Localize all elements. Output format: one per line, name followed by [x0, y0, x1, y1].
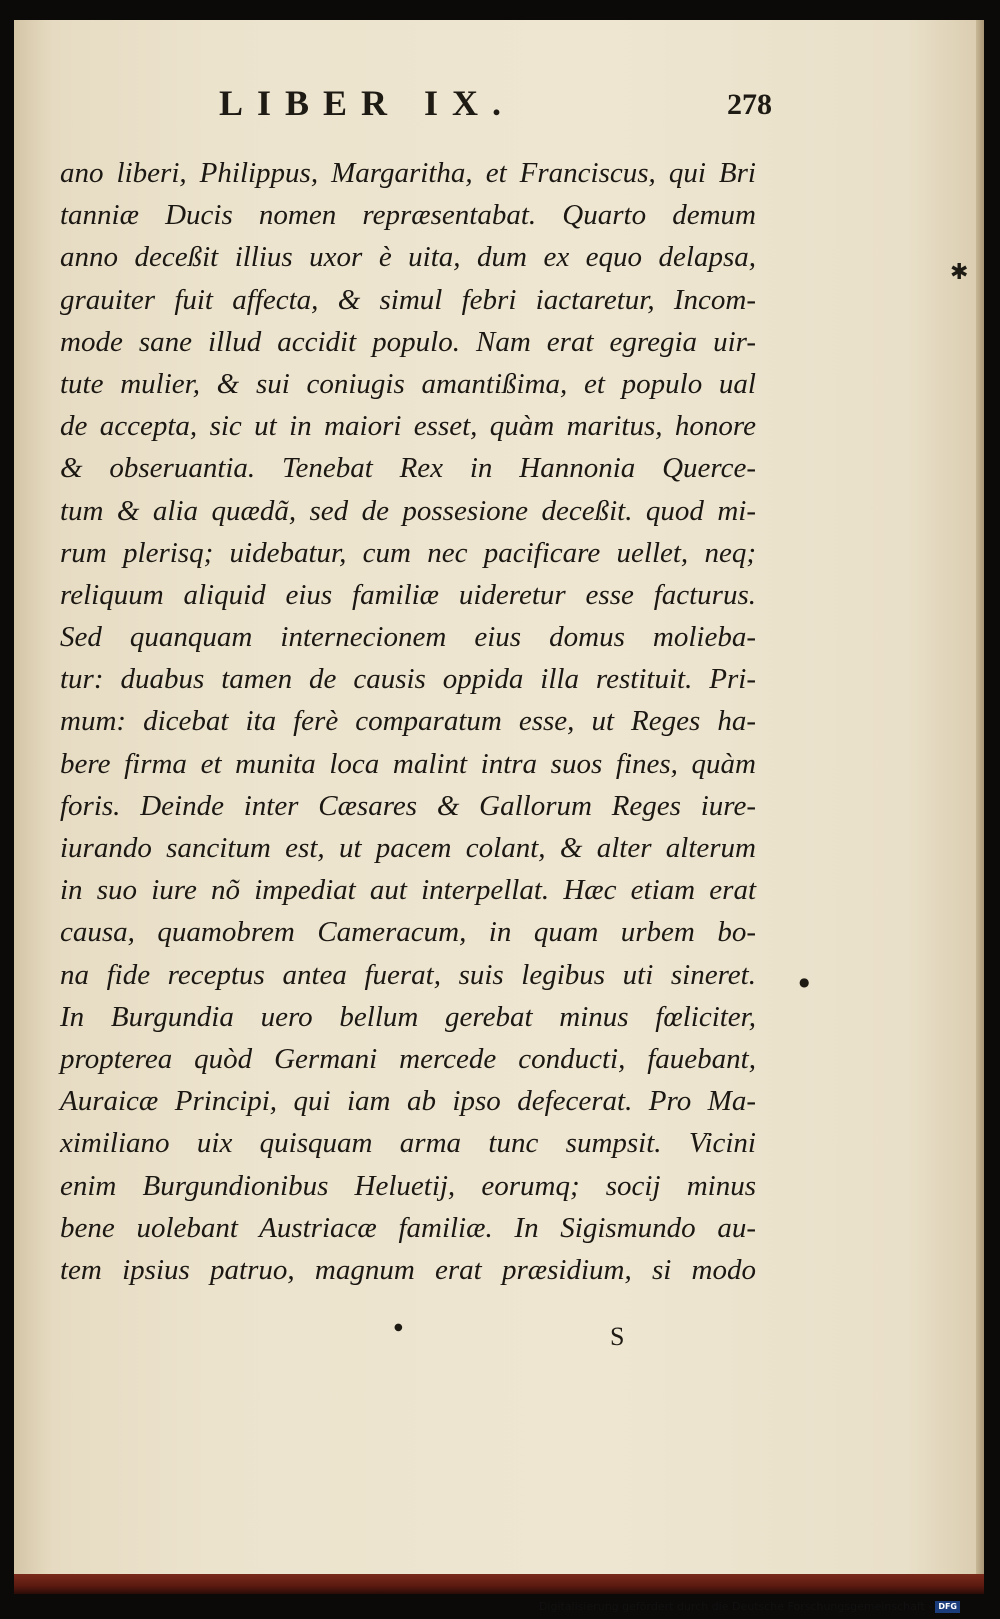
page-number: 278	[727, 88, 772, 121]
text-line: anno deceßit illius uxor è uita, dum ex equo delapsa,	[60, 241, 756, 274]
text-line: tur: duabus tamen de causis oppida illa restituit. Pri-	[60, 663, 756, 696]
text-line: reliquum aliquid eius familiæ uideretur esse facturus.	[60, 578, 756, 611]
text-line: foris. Deinde inter Cæsares & Gallorum Reges iure-	[60, 789, 756, 822]
margin-dot-icon: ●	[799, 975, 810, 989]
text-line: rum plerisq; uidebatur, cum nec pacificare uellet, neq;	[60, 536, 756, 569]
body-text	[60, 152, 756, 1291]
margin-asterisk-icon: ✱	[950, 260, 969, 285]
text-line: grauiter fuit affecta, & simul febri iactaretur, Incom-	[60, 283, 756, 316]
text-line: propterea quòd Germani mercede conducti, fauebant,	[60, 1042, 756, 1075]
text-line: tem ipsius patruo, magnum erat præsidium, si modo	[60, 1253, 756, 1286]
text-line: de accepta, sic ut in maiori esset, quàm maritus, honore	[60, 410, 756, 443]
margin-dot-icon: ●	[394, 1322, 403, 1333]
text-line: bere firma et munita loca malint intra suos fines, quàm	[60, 747, 756, 780]
text-line: causa, quamobrem Cameracum, in quam urbem bo-	[60, 916, 756, 949]
page-fore-edge	[976, 20, 984, 1594]
text-line: ano liberi, Philippus, Margaritha, et Franciscus, qui Bri	[60, 157, 756, 189]
footer-credit	[539, 1600, 960, 1613]
text-line: & obseruantia. Tenebat Rex in Hannonia Querce-	[60, 452, 756, 485]
text-line: in suo iure nõ impediat aut interpellat. Hæc etiam erat	[60, 874, 756, 907]
text-line: tum & alia quædã, sed de possesione deceßit. quod mi-	[60, 494, 756, 527]
text-line: In Burgundia uero bellum gerebat minus fœliciter,	[60, 1000, 756, 1033]
footer-credit-text: Digitalisierung gefördert durch die Deutsche Forschungsgemeinschaft -	[538, 1600, 933, 1613]
page-bottom-edge	[14, 1574, 984, 1594]
text-line: tute mulier, & sui coniugis amantißima, et populo ual	[60, 367, 756, 400]
signature-mark: S	[610, 1322, 625, 1351]
text-line: ximiliano uix quisquam arma tunc sumpsit. Vicini	[60, 1127, 756, 1160]
text-line: bene uolebant Austriacæ familiæ. In Sigismundo au-	[60, 1211, 756, 1244]
text-line: na fide receptus antea fuerat, suis legibus uti sineret.	[60, 958, 756, 991]
text-line: mode sane illud accidit populo. Nam erat egregia uir-	[60, 325, 756, 358]
text-line: mum: dicebat ita ferè comparatum esse, ut Reges ha-	[60, 705, 756, 738]
text-line: enim Burgundionibus Heluetij, eorumq; socij minus	[60, 1169, 756, 1202]
text-line: iurando sancitum est, ut pacem colant, & alter alterum	[60, 832, 756, 864]
text-line: Auraicæ Principi, qui iam ab ipso defecerat. Pro Ma-	[60, 1085, 756, 1118]
text-line: Sed quanquam internecionem eius domus molieba-	[60, 621, 756, 654]
book-page	[14, 20, 984, 1594]
text-line: tanniæ Ducis nomen repræsentabat. Quarto demum	[60, 199, 756, 232]
running-head: LIBER IX.	[219, 83, 516, 123]
dfg-logo: DFG	[935, 1601, 960, 1613]
